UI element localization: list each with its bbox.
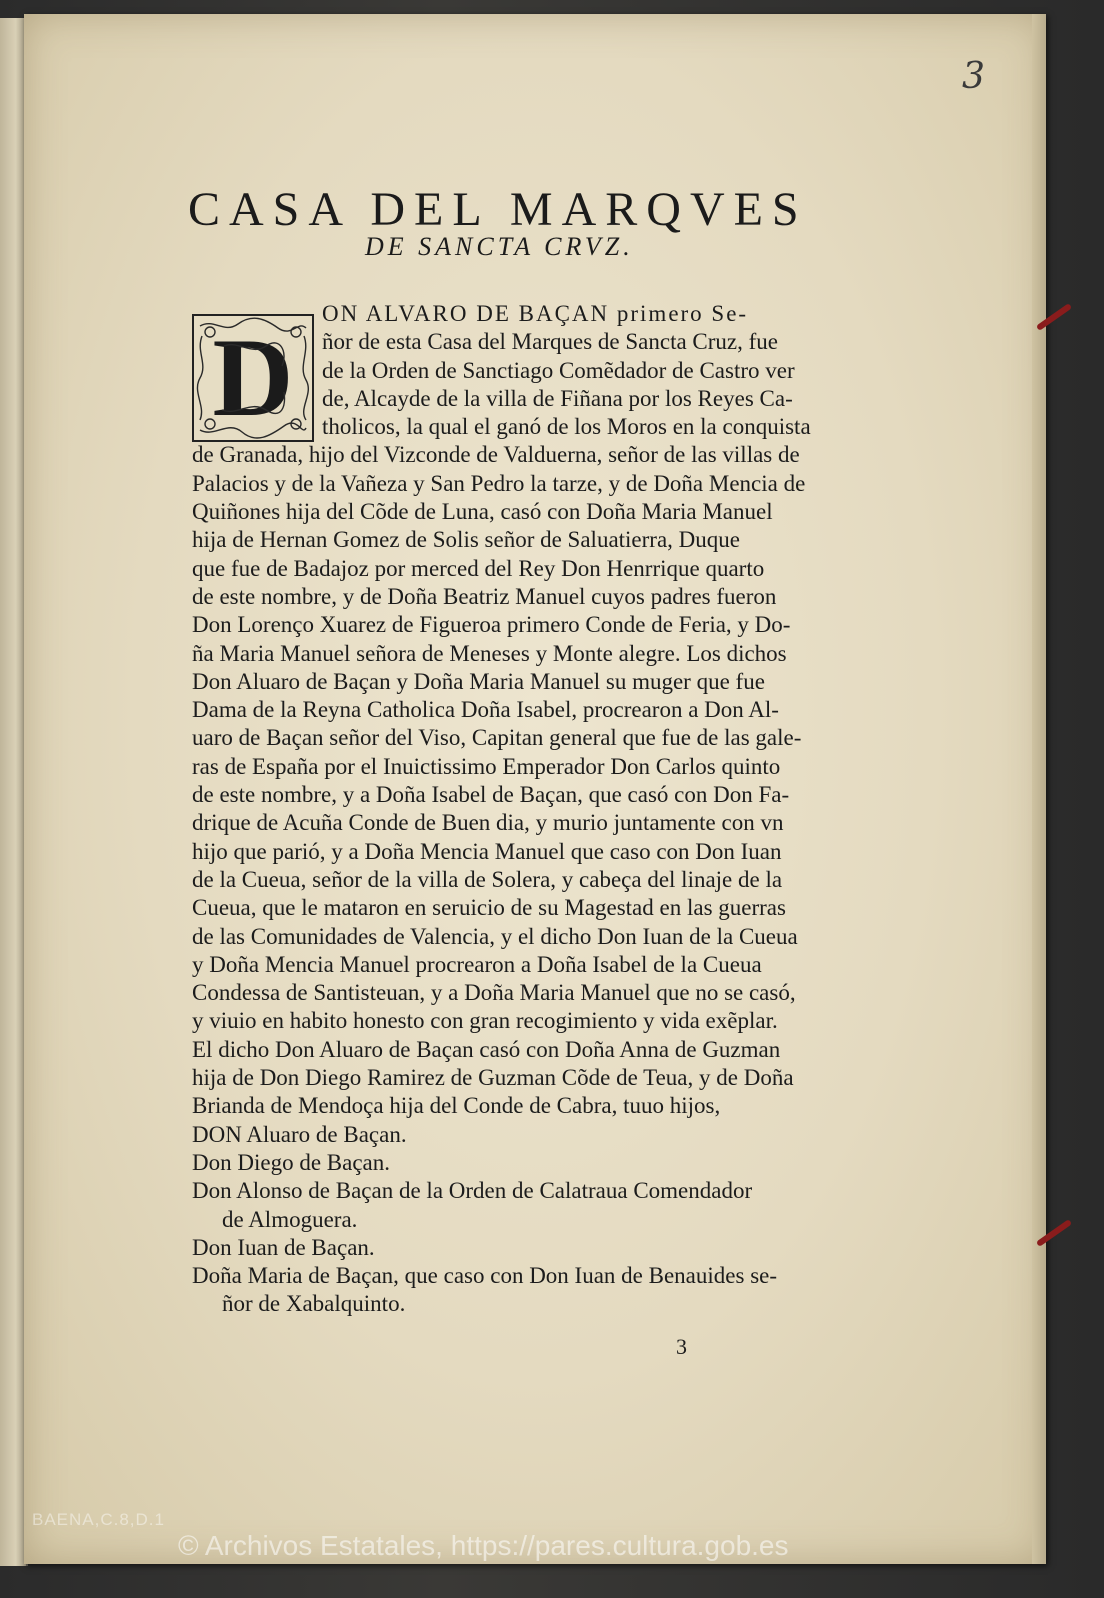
text-line: de la Cueua, señor de la villa de Solera, y cabeça del linaje de la xyxy=(192,866,783,892)
text-line: de las Comunidades de Valencia, y el dicho Don Iuan de la Cueua xyxy=(192,923,798,949)
text-line: Dama de la Reyna Catholica Doña Isabel, procrearon a Don Al- xyxy=(192,697,779,723)
child-entry: Don Iuan de Baçan. xyxy=(192,1234,375,1260)
text-line: Cueua, que le mataron en seruicio de su Magestad en las guerras xyxy=(192,895,786,921)
signature-mark: 3 xyxy=(676,1334,687,1359)
body-text xyxy=(192,300,842,1319)
child-entry: Don Diego de Baçan. xyxy=(192,1149,390,1175)
text-line: ñor de esta Casa del Marques de Sancta Cruz, fue xyxy=(322,329,779,355)
text-line: drique de Acuña Conde de Buen dia, y murio juntamente con vn xyxy=(192,810,784,836)
text-line: Brianda de Mendoça hija del Conde de Cabra, tuuo hijos, xyxy=(192,1093,721,1119)
text-line: y Doña Mencia Manuel procrearon a Doña Isabel de la Cueua xyxy=(192,951,762,977)
child-entry: ñor de Xabalquinto. xyxy=(222,1291,406,1317)
text-line: de este nombre, y de Doña Beatriz Manuel cuyos padres fueron xyxy=(192,583,777,609)
text-line: ña Maria Manuel señora de Meneses y Monte alegre. Los dichos xyxy=(192,640,787,666)
child-entry: DON Aluaro de Baçan. xyxy=(192,1121,407,1147)
text-line: de este nombre, y a Doña Isabel de Baçan, que casó con Don Fa- xyxy=(192,782,790,808)
shelfmark-watermark: BAENA,C.8,D.1 xyxy=(32,1510,165,1529)
text-line: de Granada, hijo del Vizconde de Valduerna, señor de las villas de xyxy=(192,442,800,468)
child-entry: de Almoguera. xyxy=(222,1206,358,1232)
text-line: que fue de Badajoz por merced del Rey Don Henrrique quarto xyxy=(192,555,765,581)
copyright-watermark: © Archivos Estatales, https://pares.cultura.gob.es xyxy=(178,1530,789,1561)
text-line: de la Orden de Sanctiago Comẽdador de Castro ver xyxy=(322,357,795,383)
text-line: Quiñones hija del Cõde de Luna, casó con Doña Maria Manuel xyxy=(192,499,773,525)
text-line: hijo que parió, y a Doña Mencia Manuel que caso con Don Iuan xyxy=(192,838,782,864)
page-title: CASA DEL MARQVES xyxy=(188,183,808,236)
text-line: Don Lorenço Xuarez de Figueroa primero Conde de Feria, y Do- xyxy=(192,612,791,638)
child-entry: Doña Maria de Baçan, que caso con Don Iuan de Benauides se- xyxy=(192,1263,778,1289)
text-line: hija de Don Diego Ramirez de Guzman Cõde de Teua, y de Doña xyxy=(192,1065,794,1091)
text-line: uaro de Baçan señor del Viso, Capitan general que fue de las gale- xyxy=(192,725,802,751)
text-line: Palacios y de la Vañeza y San Pedro la tarze, y de Doña Mencia de xyxy=(192,470,806,496)
text-line: de, Alcayde de la villa de Fiñana por los Reyes Ca- xyxy=(322,385,793,411)
page-right-edge xyxy=(1032,14,1046,1564)
text-line: tholicos, la qual el ganó de los Moros en la conquista xyxy=(322,414,811,440)
text-line: hija de Hernan Gomez de Solis señor de Saluatierra, Duque xyxy=(192,527,740,553)
text-line: El dicho Don Aluaro de Baçan casó con Doña Anna de Guzman xyxy=(192,1036,781,1062)
text-line: y viuio en habito honesto con gran recogimiento y vida exẽplar. xyxy=(192,1008,778,1034)
text-line: ras de España por el Inuictissimo Emperador Don Carlos quinto xyxy=(192,753,781,779)
text-line: ON ALVARO DE BAÇAN primero Se- xyxy=(322,301,749,326)
text-line: Condessa de Santisteuan, y a Doña Maria Manuel que no se casó, xyxy=(192,980,796,1006)
initial-letter: D xyxy=(212,316,294,440)
child-entry: Don Alonso de Baçan de la Orden de Calatraua Comendador xyxy=(192,1178,753,1204)
text-line: Don Aluaro de Baçan y Doña Maria Manuel su muger que fue xyxy=(192,668,765,694)
handwritten-folio-number: 3 xyxy=(962,56,985,97)
page-subtitle: DE SANCTA CRVZ. xyxy=(365,232,634,261)
